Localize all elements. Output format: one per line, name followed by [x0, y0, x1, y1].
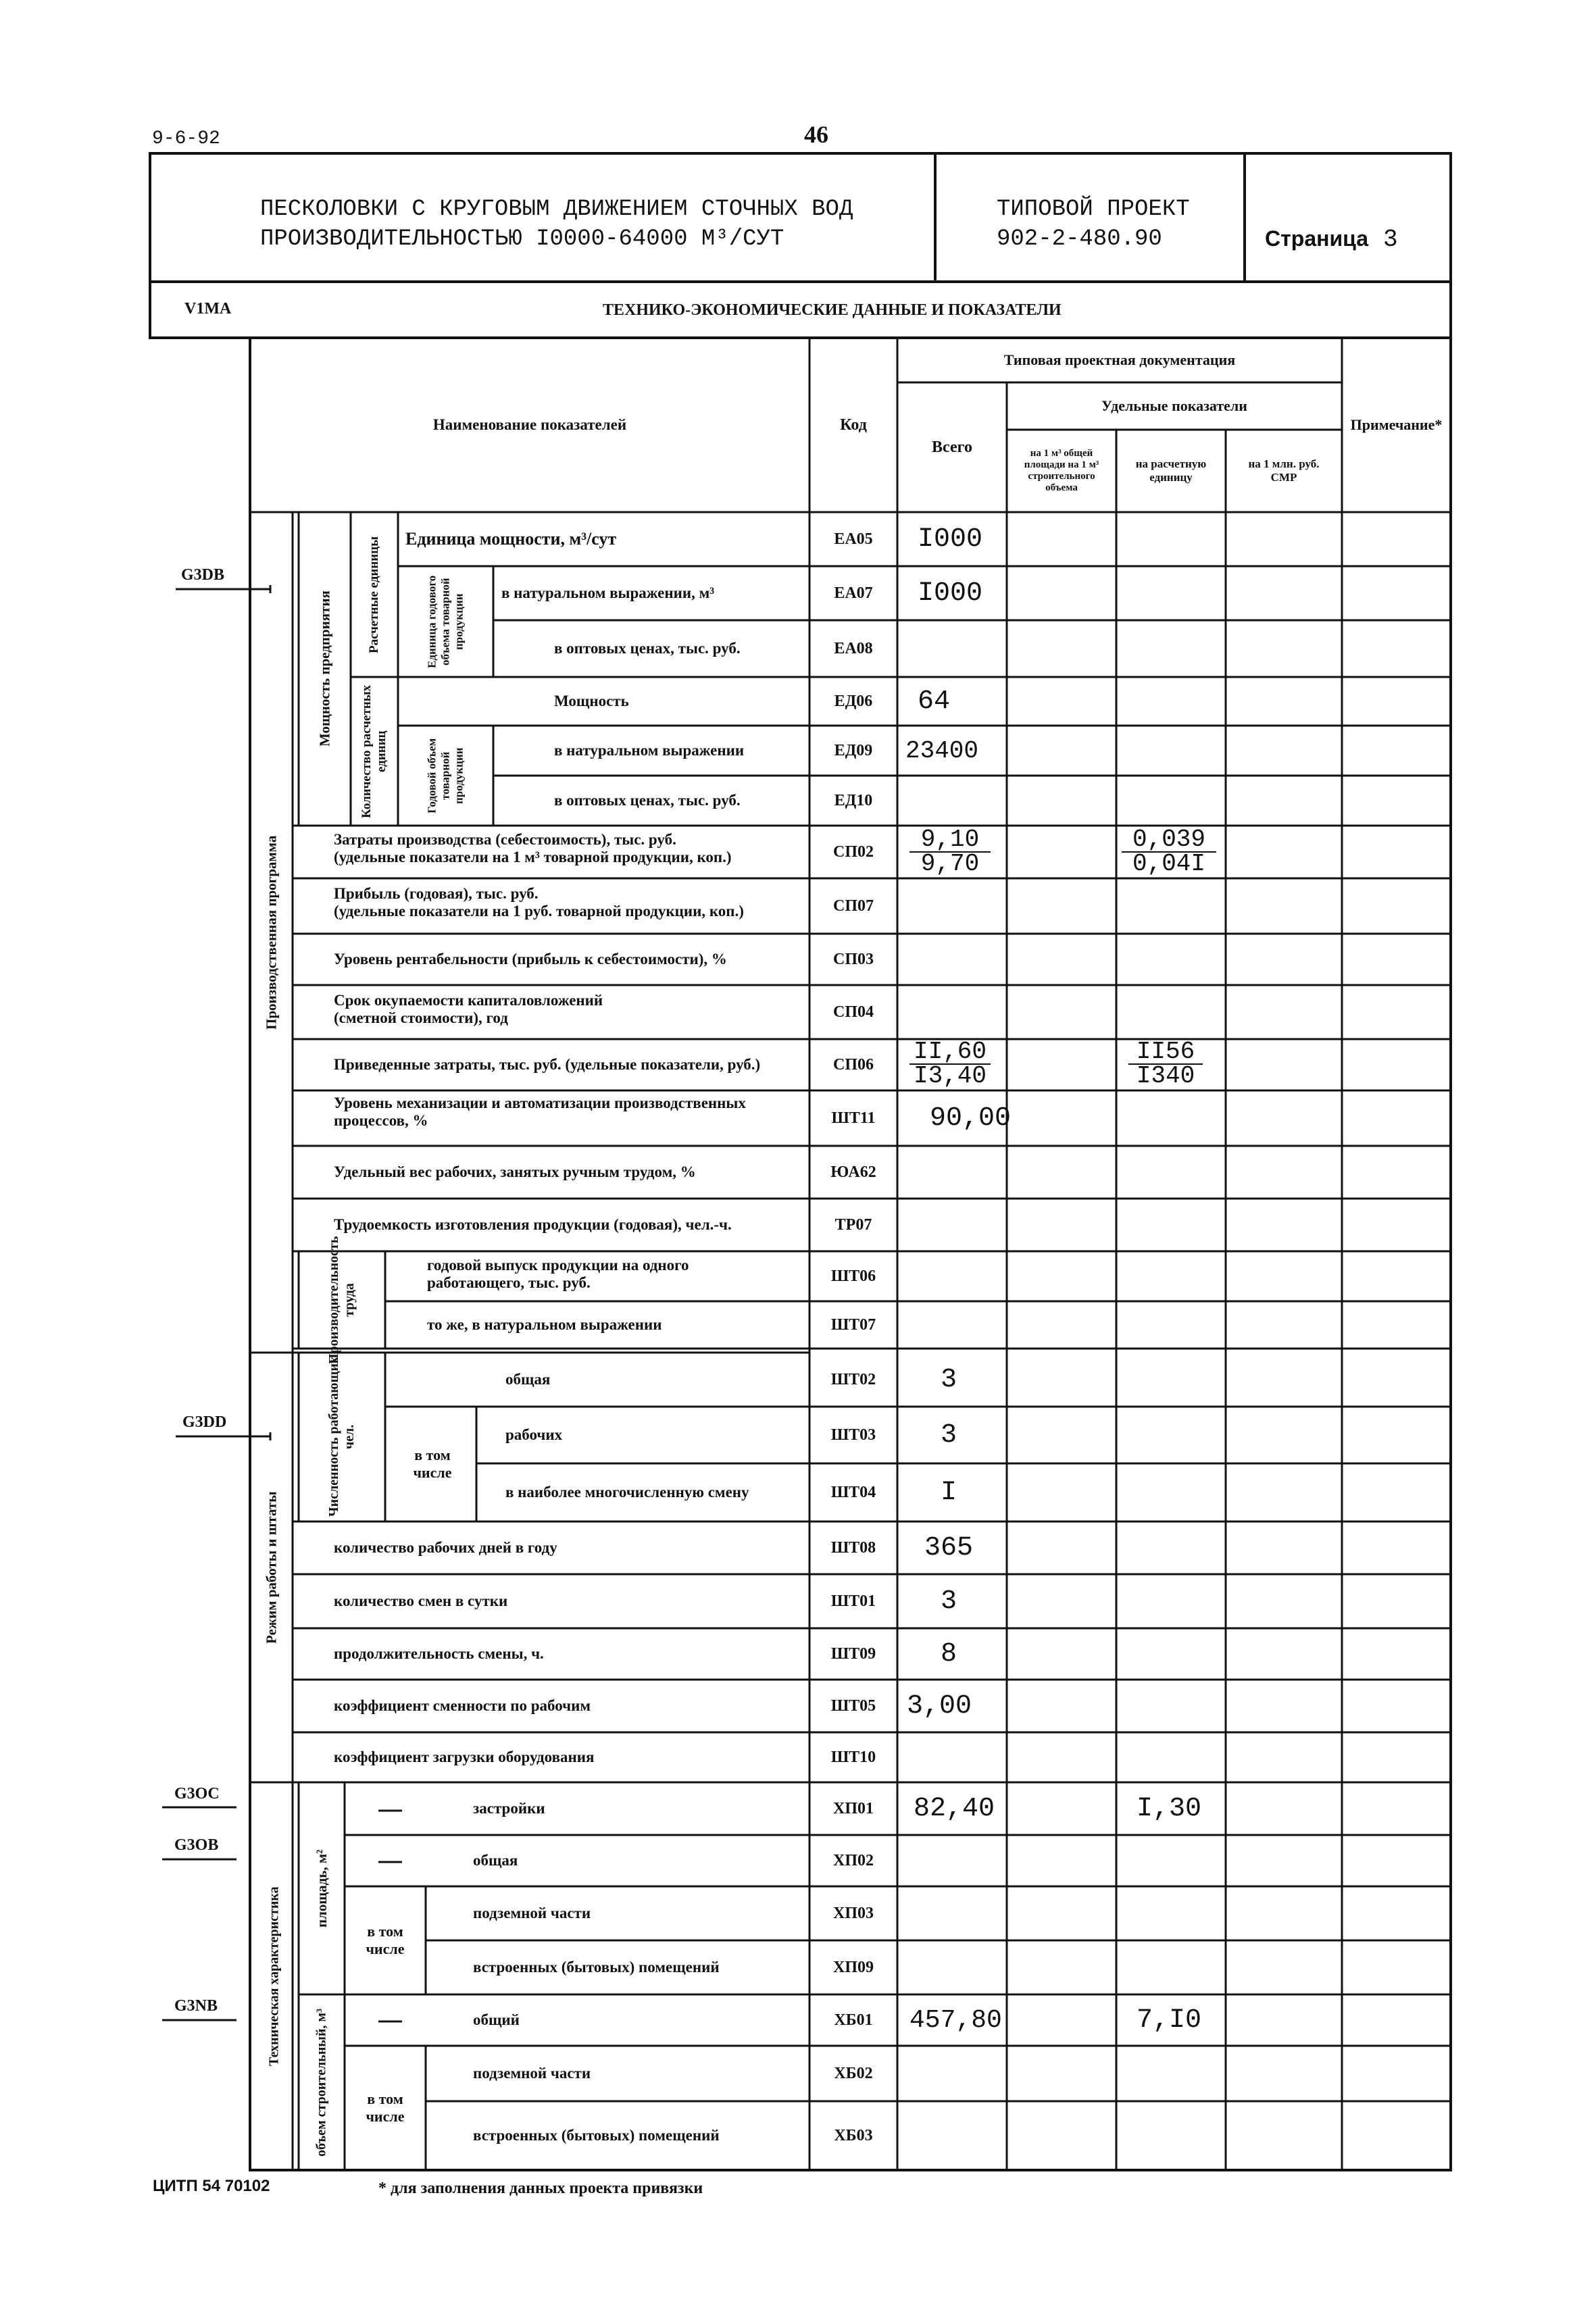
row-sp02-label-1: Затраты производства (себестоимость), тыс. руб. — [334, 831, 676, 848]
row-sht05-total: 3,00 — [907, 1690, 972, 1721]
row-hb01-unit: 7,I0 — [1137, 2005, 1202, 2036]
row-sht03-code: ШТ03 — [830, 1426, 876, 1444]
group-area: площадь, м² — [314, 1849, 330, 1928]
row-sp06-unit — [1128, 1040, 1203, 1088]
row-hb01-code: ХБ01 — [834, 2011, 873, 2029]
row-ed10-label: в оптовых ценах, тыс. руб. — [554, 792, 741, 809]
incl-headcount: в том числе — [413, 1447, 452, 1481]
header-specific: Удельные показатели — [1101, 397, 1247, 414]
row-ed06-code: ЕД06 — [834, 692, 873, 710]
row-sp07-label-1: Прибыль (годовая), тыс. руб. — [334, 885, 539, 902]
row-hb01-label: общий — [473, 2011, 520, 2028]
row-sht06-label-1: годовой выпуск продукции на одного — [427, 1257, 689, 1274]
row-sht11-total: 90,00 — [930, 1103, 1012, 1134]
row-sp06-total-bottom: I3,40 — [913, 1062, 987, 1090]
incl-area: в том числе — [366, 1923, 405, 1957]
row-sp06-unit-top: II56 — [1128, 1040, 1203, 1065]
row-sp02-unit-bottom: 0,04I — [1132, 850, 1206, 878]
row-sht01-code: ШТ01 — [830, 1592, 876, 1610]
row-sp06-unit-bottom: I340 — [1136, 1062, 1195, 1090]
row-sp06-total-top: II,60 — [909, 1040, 991, 1065]
side-code-g3db: G3DB — [181, 566, 225, 584]
page-number: 46 — [804, 121, 828, 148]
group-unit-annual: Единица годового объема товарной продукции — [425, 575, 466, 668]
row-sp07-label-2: (удельные показатели на 1 руб. товарной продукции, коп.) — [334, 903, 744, 920]
row-sht11-label-2: процессов, % — [334, 1112, 428, 1129]
row-sht05-label: коэффициент сменности по рабочим — [334, 1697, 591, 1714]
row-hb03-code: ХБ03 — [834, 2126, 873, 2144]
group-calc-units: Расчетные единицы — [367, 536, 381, 653]
row-sht08-label: количество рабочих дней в году — [334, 1539, 557, 1556]
section-code: V1MA — [184, 300, 232, 318]
row-sht01-label: количество смен в сутки — [334, 1592, 508, 1609]
group-labor-productivity: Производительность труда — [326, 1236, 357, 1364]
header-name: Наименование показателей — [432, 416, 627, 433]
row-sp02-label-2: (удельные показатели на 1 м³ товарной продукции, коп.) — [334, 849, 732, 865]
row-sht05-code: ШТ05 — [830, 1696, 876, 1715]
row-sp02-total — [909, 828, 991, 876]
row-sp07-code: СП07 — [833, 897, 874, 915]
row-hp09-label: встроенных (бытовых) помещений — [473, 1959, 720, 1976]
row-hb02-label: подземной части — [473, 2065, 591, 2082]
row-sp02-code: СП02 — [833, 842, 874, 861]
row-sp06-total — [909, 1040, 991, 1088]
sheet-value: 3 — [1382, 226, 1398, 253]
row-sht08-code: ШТ08 — [830, 1538, 876, 1557]
side-code-g3oc: G3OC — [174, 1785, 220, 1803]
title-line-1: ПЕСКОЛОВКИ С КРУГОВЫМ ДВИЖЕНИЕМ СТОЧНЫХ ВОД — [260, 197, 853, 222]
row-hb01-total: 457,80 — [909, 2005, 1002, 2035]
side-code-g3ob: G3OB — [174, 1836, 219, 1854]
header-tpd: Типовая проектная документация — [1003, 351, 1236, 368]
row-sht11-label — [334, 1095, 807, 1130]
row-sp07-label — [334, 885, 807, 920]
row-sht02-total: 3 — [941, 1364, 957, 1395]
section-title: ТЕХНИКО-ЭКОНОМИЧЕСКИЕ ДАННЫЕ И ПОКАЗАТЕЛИ — [603, 301, 1062, 319]
title-line-2: ПРОИЗВОДИТЕЛЬНОСТЬЮ I0000-64000 М³/СУТ — [260, 226, 784, 252]
row-sp04-label-1: Срок окупаемости капиталовложений — [334, 992, 603, 1009]
group-work-mode: Режим работы и штаты — [263, 1491, 280, 1644]
group-annual-volume: Годовой объем товарной продукции — [425, 738, 466, 813]
project-number — [997, 195, 1190, 254]
row-ed09-total: 23400 — [905, 736, 979, 765]
row-hp03-label: подземной части — [473, 1905, 591, 1921]
row-sp06-code: СП06 — [833, 1055, 874, 1074]
row-hp03-code: ХП03 — [833, 1904, 874, 1922]
row-sht04-code: ШТ04 — [830, 1483, 876, 1501]
row-sp03-code: СП03 — [833, 950, 874, 968]
row-sht06-code: ШТ06 — [830, 1267, 876, 1285]
header-per-unit: на расчетную единицу — [1135, 457, 1207, 484]
row-sht09-code: ШТ09 — [830, 1644, 876, 1663]
row-sht03-total: 3 — [941, 1419, 957, 1451]
group-tech-char: Техническая характеристика — [266, 1886, 282, 2066]
side-code-g3dd: G3DD — [182, 1413, 227, 1431]
row-sht06-label-2: работающего, тыс. руб. — [427, 1274, 591, 1291]
row-sp06-label: Приведенные затраты, тыс. руб. (удельные показатели, руб.) — [334, 1056, 761, 1073]
row-sp02-label — [334, 831, 807, 866]
row-hp01-total: 82,40 — [914, 1793, 995, 1824]
document-title — [260, 195, 853, 254]
row-ed06-label: Мощность — [554, 693, 629, 709]
row-ea05-code: ЕА05 — [834, 530, 873, 548]
row-sht03-label: рабочих — [505, 1426, 563, 1443]
header-per-m3: на 1 м³ общей площади на 1 м³ строительного объема — [1024, 448, 1099, 493]
row-hp01-unit: I,30 — [1137, 1793, 1202, 1824]
row-sp02-total-bottom: 9,70 — [920, 850, 980, 878]
footer-code: ЦИТП 54 70102 — [153, 2177, 270, 2195]
row-sht09-label: продолжительность смены, ч. — [334, 1645, 544, 1662]
row-ea07-total: I000 — [918, 578, 983, 609]
group-headcount: Численность работающих чел. — [326, 1357, 357, 1517]
row-tr07-label: Трудоемкость изготовления продукции (годовая), чел.-ч. — [334, 1216, 732, 1233]
group-prod-program: Производственная программа — [263, 835, 280, 1030]
row-sp02-unit — [1122, 828, 1216, 876]
group-qty-units: Количество расчетных единиц — [359, 684, 389, 818]
row-sht04-label: в наиболее многочисленную смену — [505, 1484, 749, 1501]
row-hb02-code: ХБ02 — [834, 2064, 873, 2082]
row-sht08-total: 365 — [924, 1532, 974, 1563]
row-ea08-code: ЕА08 — [834, 639, 873, 657]
project-line-1: ТИПОВОЙ ПРОЕКТ — [997, 197, 1190, 222]
row-hb03-label: встроенных (бытовых) помещений — [473, 2127, 720, 2144]
project-line-2: 902-2-480.90 — [997, 226, 1162, 252]
row-ea07-label: в натуральном выражении, м³ — [501, 584, 715, 601]
row-sht02-label: общая — [505, 1371, 551, 1388]
row-sht09-total: 8 — [941, 1638, 957, 1669]
row-sht11-code: ШТ11 — [831, 1109, 876, 1127]
row-ed09-code: ЕД09 — [834, 741, 873, 759]
document-code: 9-6-92 — [152, 128, 220, 149]
row-sht01-total: 3 — [941, 1586, 957, 1617]
row-sp04-label — [334, 992, 807, 1027]
group-volume: объем строительный, м³ — [314, 2008, 329, 2157]
row-hp09-code: ХП09 — [833, 1958, 874, 1976]
row-sht07-code: ШТ07 — [830, 1315, 876, 1334]
sheet-label: Страница — [1265, 226, 1368, 251]
row-ua62-label: Удельный вес рабочих, занятых ручным трудом, % — [334, 1163, 696, 1180]
group-capacity: Мощность предприятия — [316, 590, 333, 747]
row-sht02-code: ШТ02 — [830, 1370, 876, 1388]
row-sht10-label: коэффициент загрузки оборудования — [334, 1749, 595, 1765]
footnote: * для заполнения данных проекта привязки — [378, 2180, 703, 2197]
row-sp02-unit-top: 0,039 — [1122, 828, 1216, 853]
header-code: Код — [840, 416, 867, 434]
row-ed10-code: ЕД10 — [834, 791, 873, 809]
row-sp04-label-2: (сметной стоимости), год — [334, 1009, 508, 1026]
row-ea05-total: I000 — [918, 524, 983, 555]
row-hp02-code: ХП02 — [833, 1851, 874, 1869]
sheet-number — [1265, 226, 1398, 253]
row-ea07-code: ЕА07 — [834, 584, 873, 602]
side-code-g3nb: G3NB — [174, 1997, 218, 2015]
header-per-mln: на 1 млн. руб. СМР — [1248, 457, 1320, 484]
row-sp03-label: Уровень рентабельности (прибыль к себестоимости), % — [334, 951, 727, 967]
row-ea05-label: Единица мощности, м³/сут — [405, 529, 617, 549]
row-sht07-label: то же, в натуральном выражении — [427, 1316, 662, 1333]
row-ed06-total: 64 — [918, 686, 951, 717]
incl-volume: в том числе — [366, 2090, 405, 2125]
row-sht11-label-1: Уровень механизации и автоматизации производственных — [334, 1095, 746, 1111]
row-sht10-code: ШТ10 — [830, 1748, 876, 1766]
row-ua62-code: ЮА62 — [830, 1163, 876, 1181]
row-ed09-label: в натуральном выражении — [554, 742, 745, 759]
row-sht06-label — [427, 1257, 805, 1292]
row-tr07-code: ТР07 — [834, 1215, 872, 1234]
header-total: Всего — [932, 438, 972, 456]
row-sht04-total: I — [941, 1477, 957, 1508]
row-sp02-total-top: 9,10 — [909, 828, 991, 853]
header-note: Примечание* — [1350, 416, 1443, 433]
row-sp04-code: СП04 — [833, 1003, 874, 1021]
row-hp01-label: застройки — [473, 1800, 545, 1817]
row-hp02-label: общая — [473, 1852, 518, 1869]
row-ea08-label: в оптовых ценах, тыс. руб. — [554, 640, 741, 657]
row-hp01-code: ХП01 — [833, 1799, 874, 1817]
